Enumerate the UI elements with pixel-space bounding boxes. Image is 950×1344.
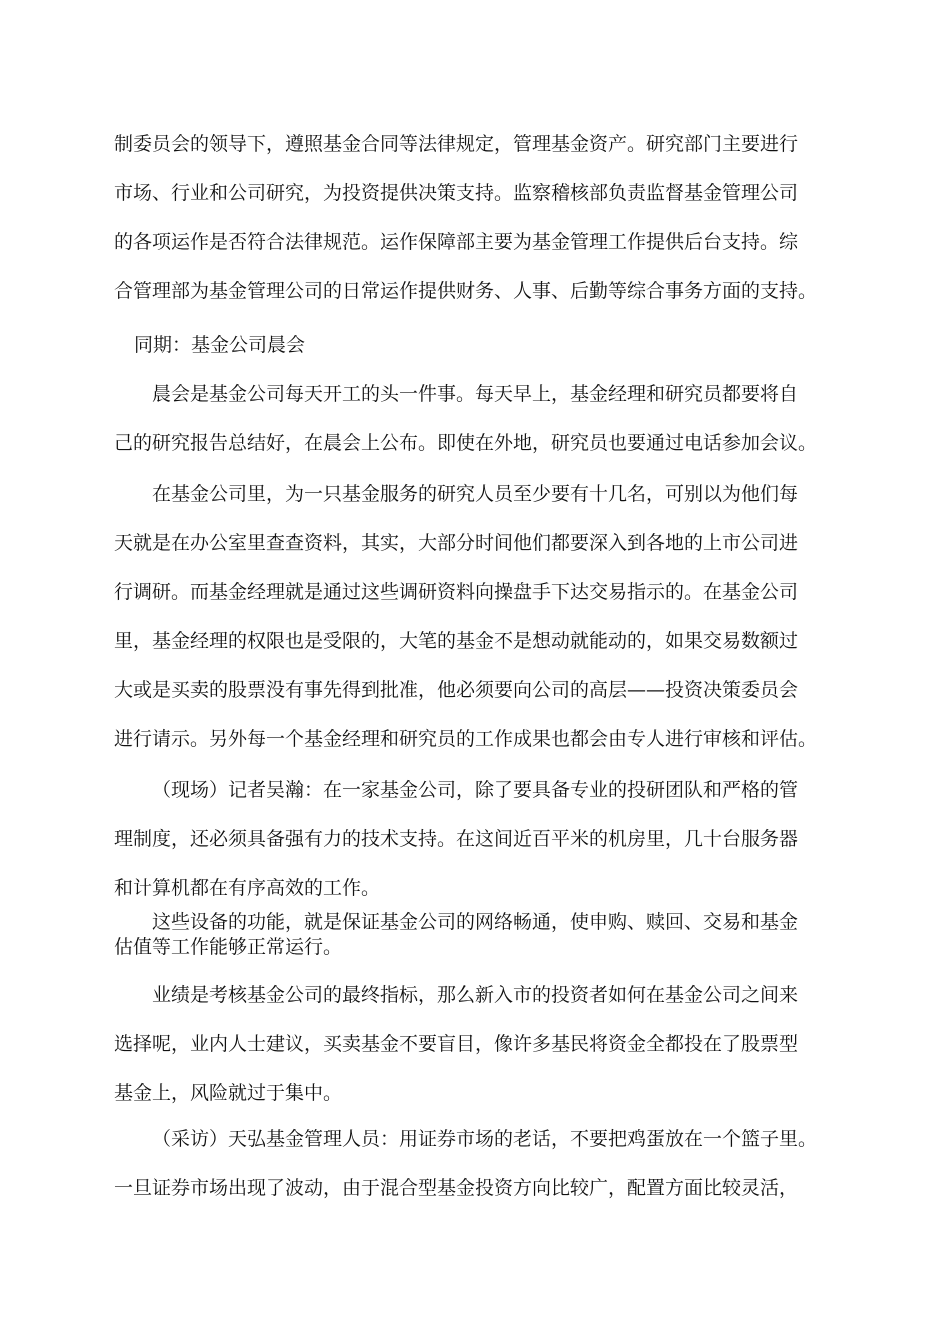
- text-line: 选择呢，业内人士建议，买卖基金不要盲目，像许多基民将资金全都投在了股票型: [114, 1033, 799, 1055]
- paragraph-fund-departments: [114, 120, 844, 316]
- paragraph-researchers: [114, 470, 844, 764]
- text-line: 一旦证券市场出现了波动，由于混合型基金投资方向比较广，配置方面比较灵活，: [114, 1177, 799, 1199]
- paragraph-morning-meeting: [114, 370, 844, 468]
- text-line: 制委员会的领导下，遵照基金合同等法律规定，管理基金资产。研究部门主要进行: [114, 133, 799, 155]
- text-line: （采访）天弘基金管理人员：用证券市场的老话，不要把鸡蛋放在一个篮子里。: [152, 1128, 818, 1150]
- text-line: 和计算机都在有序高效的工作。: [114, 877, 381, 899]
- text-line: 的各项运作是否符合法律规范。运作保障部主要为基金管理工作提供后台支持。综: [114, 231, 799, 253]
- paragraph-morning-meeting-heading: [134, 321, 864, 370]
- text-line: 进行请示。另外每一个基金经理和研究员的工作成果也都会由专人进行审核和评估。: [114, 728, 818, 750]
- text-line: （现场）记者吴瀚：在一家基金公司，除了要具备专业的投研团队和严格的管: [152, 779, 799, 801]
- text-line: 业绩是考核基金公司的最终指标，那么新入市的投资者如何在基金公司之间来: [152, 984, 799, 1006]
- text-line: 晨会是基金公司每天开工的头一件事。每天早上，基金经理和研究员都要将自: [152, 383, 799, 405]
- text-line: 天就是在办公室里查查资料，其实，大部分时间他们都要深入到各地的上市公司进: [114, 532, 799, 554]
- text-line: 合管理部为基金管理公司的日常运作提供财务、人事、后勤等综合事务方面的支持。: [114, 280, 818, 302]
- paragraph-reporter-scene: [114, 766, 844, 913]
- paragraph-interview: [114, 1115, 844, 1213]
- text-line: 在基金公司里，为一只基金服务的研究人员至少要有十几名，可别以为他们每: [152, 483, 799, 505]
- text-line: 市场、行业和公司研究，为投资提供决策支持。监察稽核部负责监督基金管理公司: [114, 182, 799, 204]
- paragraph-performance: [114, 971, 844, 1118]
- text-line: 估值等工作能够正常运行。: [114, 936, 343, 958]
- text-line: 行调研。而基金经理就是通过这些调研资料向操盘手下达交易指示的。在基金公司: [114, 581, 799, 603]
- text-line: 这些设备的功能，就是保证基金公司的网络畅通，使申购、赎回、交易和基金: [152, 911, 799, 933]
- text-line: 己的研究报告总结好，在晨会上公布。即使在外地，研究员也要通过电话参加会议。: [114, 432, 818, 454]
- text-line: 基金上，风险就过于集中。: [114, 1082, 343, 1104]
- text-line: 理制度，还必须具备强有力的技术支持。在这间近百平米的机房里，几十台服务器: [114, 828, 799, 850]
- paragraph-equipment-function: [114, 910, 844, 960]
- text-line: 同期：基金公司晨会: [134, 334, 306, 356]
- text-line: 大或是买卖的股票没有事先得到批准，他必须要向公司的高层——投资决策委员会: [114, 679, 799, 701]
- text-line: 里，基金经理的权限也是受限的，大笔的基金不是想动就能动的，如果交易数额过: [114, 630, 799, 652]
